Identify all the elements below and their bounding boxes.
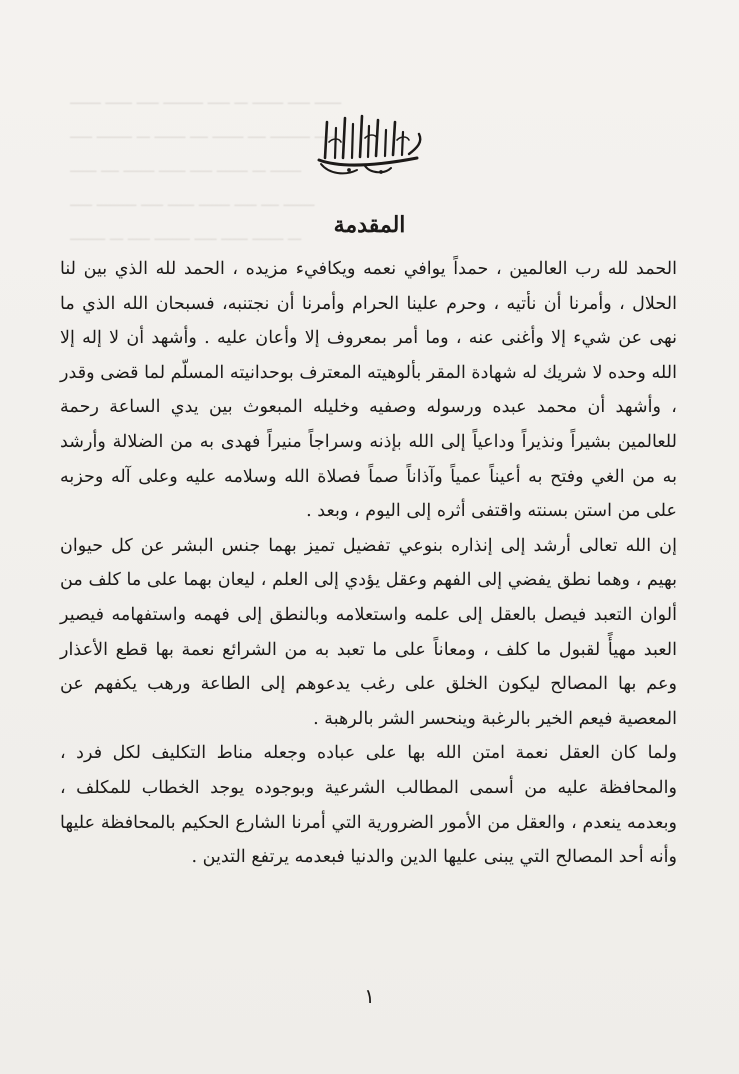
body-text [60,252,677,875]
basmala-calligraphy-image [305,108,435,180]
show-through-text: ـــــــ ــــــ ـــــ ـــــــــ ـــــ ـــ ـــــــ ـــــ ــــــ ـــــ ــــــــ ـــ ـــــــ ــــ ـــــــ ــــ ـــــــــ ـــــ ــــــ ــــ ـــــــ ــــــ ـــــ ـــــــ ـــ ـــــــ ـــــ ـــــــــ ـــــ ــــــ ـــــــ ـــــ ــــ ـــــــ ــــــــ ـــ ـــــ ــــــــ ـــــ ــــــ ـــــــ ـــ [70,90,342,244]
section-heading: المقدمة [333,212,406,238]
paragraph-1: الحمد لله رب العالمين ، حمداً يوافي نعمه ويكافيء مزيده ، الحمد لله الذي بين لنا الحلال ، وأمرنا أن نأتيه ، وحرم علينا الحرام وأمرنا أن نجتنبه، فسبحان الله الذي ما نهى عن شيء إلا وأغنى عنه ، وما أمر بمعروف إلا وأعان عليه . وأشهد أن لا إله إلا الله وحده لا شريك له شهادة المقر بألوهيته المعترف بوحدانيته المسلّم لما قضى وقدر ، وأشهد أن محمد عبده ورسوله وصفيه وخليله المبعوث بين يدي الساعة رحمة للعالمين بشيراً ونذيراً وداعياً إلى الله بإذنه وسراجاً منيراً فهدى به من الضلالة وأرشد به من الغي وفتح به أعيناً عمياً وآذاناً صماً فصلاة الله وسلامه عليه وعلى آله وحزبه على من استن بسنته واقتفى أثره إلى اليوم ، وبعد . [60,259,677,522]
paragraph-3: ولما كان العقل نعمة امتن الله بها على عباده وجعله مناط التكليف لكل فرد ، والمحافظة عليه من أسمى المطالب الشرعية وبوجوده يوجد الخطاب للمكلف ، وبعدمه ينعدم ، والعقل من الأمور الضرورية التي أمرنا الشارع الحكيم بالمحافظة عليها وأنه أحد المصالح التي يبنى عليها الدين والدنيا فبعدمه يرتفع التدين . [60,743,677,868]
page-number: ١ [364,984,375,1008]
paragraph-2: إن الله تعالى أرشد إلى إنذاره بنوعي تفضيل تميز بهما جنس البشر عن كل حيوان بهيم ، وهما نطق يفضي إلى الفهم وعقل يؤدي إلى العلم ، ليعان بهما على ما كلف من ألوان التعبد فيصل بالعقل إلى علمه واستعلامه وبالنطق إلى فهمه واستفهامه فيصير العبد مهيأً لقبول ما كلف ، ومعاناً على ما تعبد به من الشرائع نعمة بها قطع الأعذار وعم بها المصالح ليكون الخلق على رغب يدعوهم إلى الطاعة ورهب يكفهم عن المعصية فيعم الخير بالرغبة وينحسر الشر بالرهبة . [60,535,677,729]
basmala-calligraphy [305,108,435,180]
